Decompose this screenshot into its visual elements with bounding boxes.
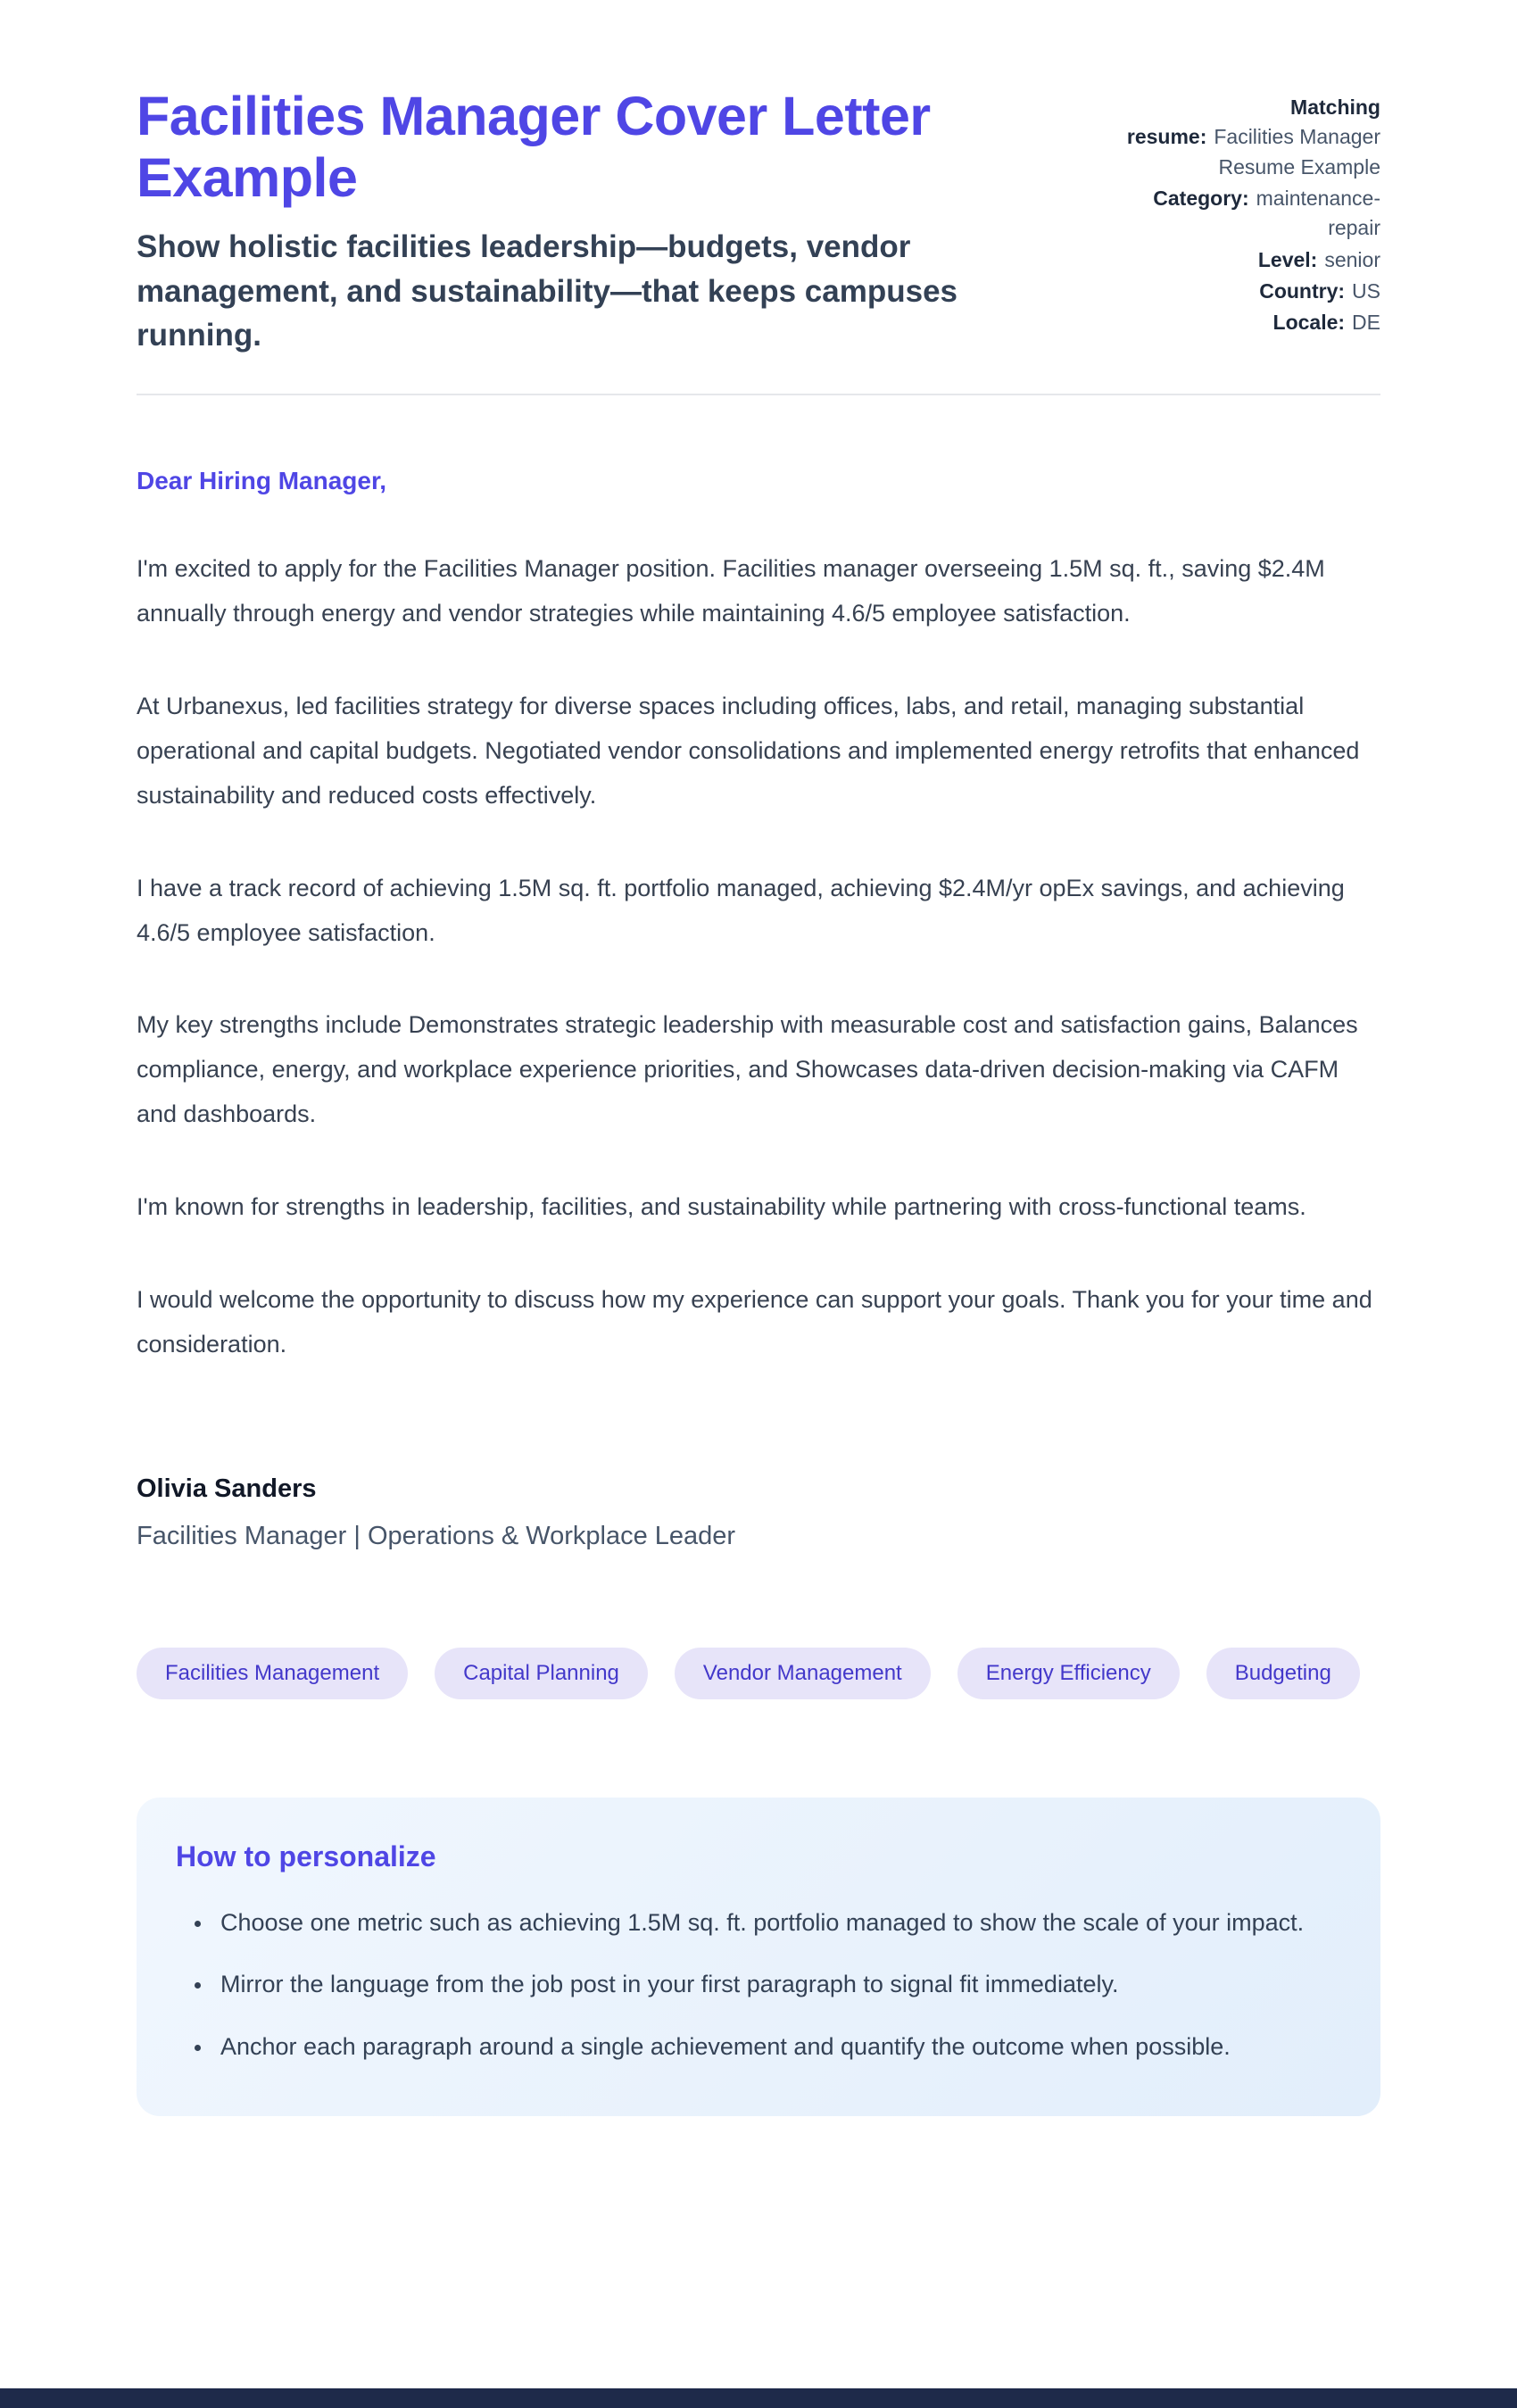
tag-capital-planning[interactable]: Capital Planning (435, 1648, 648, 1699)
meta-row-country (1122, 277, 1380, 306)
meta-row-matching-resume (1122, 93, 1380, 182)
signature-block (137, 1474, 1380, 1551)
tag-facilities-management[interactable]: Facilities Management (137, 1648, 408, 1699)
meta-label: Matching resume: (1126, 95, 1380, 149)
meta-value: Facilities Manager Resume Example (1214, 125, 1380, 179)
cover-letter-body (137, 467, 1380, 1551)
header-title-block (137, 86, 1029, 358)
meta-value: maintenance-repair (1256, 187, 1380, 240)
meta-row-category (1122, 184, 1380, 244)
personalize-tip: • Choose one metric such as achieving 1.5M sq. ft. portfolio managed to show the scale of your impact. (213, 1902, 1330, 1944)
meta-value: DE (1352, 311, 1380, 335)
signature-name: Olivia Sanders (137, 1474, 317, 1504)
letter-greeting: Dear Hiring Manager, (137, 466, 387, 494)
meta-row-level (1122, 245, 1380, 275)
personalize-tip-list (176, 1902, 1330, 2068)
footer-bar (0, 2388, 1517, 2408)
tag-energy-efficiency[interactable]: Energy Efficiency (957, 1648, 1180, 1699)
letter-paragraph: I'm excited to apply for the Facilities Manager position. Facilities manager overseeing 1.5M sq. ft., saving $2.4M annually through energy and vendor strategies while maintaining 4.6/5 employee satisfaction. (137, 554, 1325, 627)
meta-label: Country: (1259, 279, 1346, 303)
meta-value: senior (1324, 247, 1380, 271)
tag-list (137, 1648, 1380, 1699)
tag-vendor-management[interactable]: Vendor Management (675, 1648, 931, 1699)
personalize-tip: • Anchor each paragraph around a single achievement and quantify the outcome when possible. (213, 2026, 1330, 2068)
header-divider (137, 394, 1380, 395)
letter-paragraph: I would welcome the opportunity to discuss how my experience can support your goals. Thank you for your time and consideration. (137, 1286, 1372, 1358)
tag-budgeting[interactable]: Budgeting (1206, 1648, 1360, 1699)
meta-panel (1122, 86, 1380, 340)
page-header (137, 0, 1380, 358)
letter-paragraph: My key strengths include Demonstrates strategic leadership with measurable cost and satisfaction gains, Balances compliance, energy, and workplace experience priorities, and Showcases data-driven decision-making via CAFM and dashboards. (137, 1011, 1358, 1128)
page-title: Facilities Manager Cover Letter Example (137, 86, 931, 208)
personalize-tip: • Mirror the language from the job post in your first paragraph to signal fit immediately. (213, 1964, 1330, 2005)
meta-value: US (1352, 279, 1380, 303)
letter-paragraph: I'm known for strengths in leadership, facilities, and sustainability while partnering with cross-functional teams. (137, 1193, 1306, 1221)
signature-title: Facilities Manager | Operations & Workplace Leader (137, 1522, 736, 1551)
meta-label: Level: (1257, 247, 1318, 271)
meta-label: Locale: (1272, 311, 1346, 335)
page-subtitle: Show holistic facilities leadership—budgets, vendor management, and sustainability—that keeps campuses running. (137, 228, 958, 353)
letter-paragraph: I have a track record of achieving 1.5M sq. ft. portfolio managed, achieving $2.4M/yr opEx savings, and achieving 4.6/5 employee satisfaction. (137, 874, 1345, 946)
personalize-box (137, 1798, 1380, 2116)
personalize-heading: How to personalize (176, 1840, 436, 1873)
letter-paragraph: At Urbanexus, led facilities strategy for diverse spaces including offices, labs, and retail, managing substantial operational and capital budgets. Negotiated vendor consolidations and implemented energy retrofits that enhanced sustainability and reduced costs effectively. (137, 692, 1360, 809)
meta-row-locale (1122, 308, 1380, 337)
meta-label: Category: (1153, 187, 1249, 211)
main-content (137, 0, 1380, 2388)
